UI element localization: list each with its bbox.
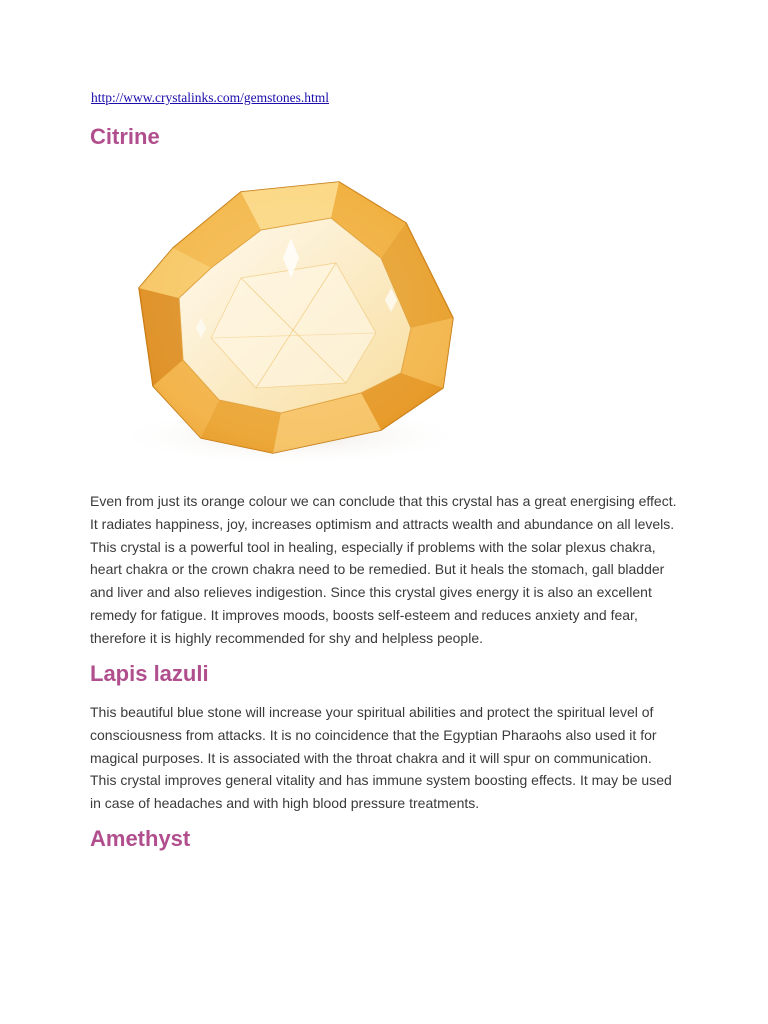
heading-citrine: Citrine	[90, 124, 160, 149]
citrine-paragraph: Even from just its orange colour we can conclude that this crystal has a great energising effect. It radiates happiness, joy, increases optimism and attracts wealth and abundance on all levels. This crystal is a powerful tool in healing, especially if problems with the solar plexus chakra, heart chakra or the crown chakra need to be remedied. But it heals the stomach, gall bladder and liver and also relieves indigestion. Since this crystal gives energy it is also an excellent remedy for fatigue. It improves moods, boosts self-esteem and reduces anxiety and fear, therefore it is highly recommended for shy and helpless people.	[90, 493, 677, 646]
heading-lapis-lazuli: Lapis lazuli	[90, 661, 209, 686]
heading-amethyst: Amethyst	[90, 826, 191, 851]
lapis-lazuli-paragraph: This beautiful blue stone will increase your spiritual abilities and protect the spiritual level of consciousness from attacks. It is no coincidence that the Egyptian Pharaohs also used it for magical purposes. It is associated with the throat chakra and it will spur on communication. This crystal improves general vitality and has immune system boosting effects. It may be used in case of headaches and with high blood pressure treatments.	[90, 704, 672, 812]
citrine-gemstone-image	[91, 168, 475, 473]
source-link[interactable]: http://www.crystalinks.com/gemstones.html	[91, 90, 329, 105]
